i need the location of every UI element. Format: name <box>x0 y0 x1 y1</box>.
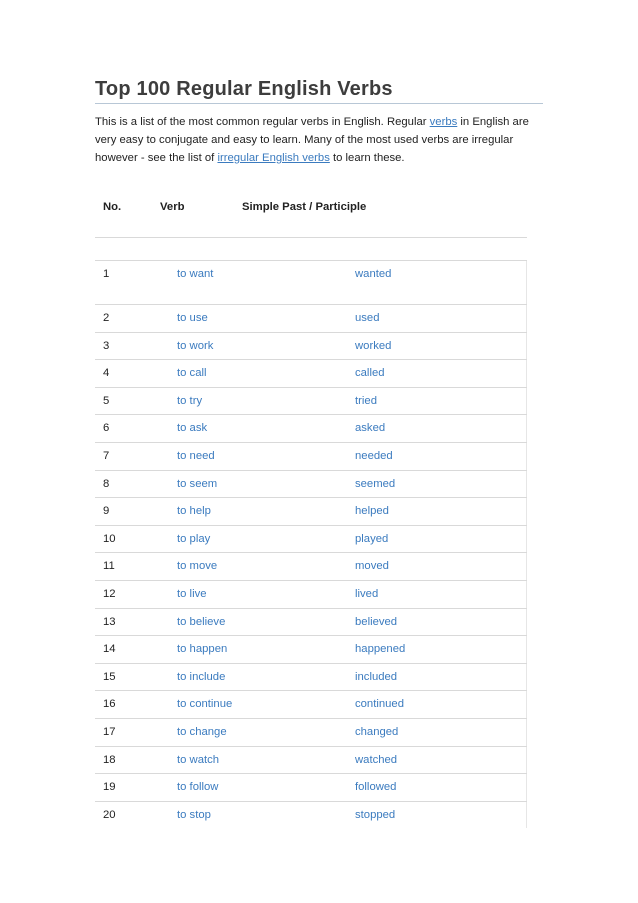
header-simple-past: Simple Past / Participle <box>242 201 367 213</box>
table-header <box>95 198 527 218</box>
row-number: 14 <box>103 643 116 656</box>
header-no: No. <box>103 201 122 213</box>
verb-simple-past: seemed <box>355 477 396 490</box>
table-row <box>95 773 527 801</box>
row-border <box>526 305 527 332</box>
verb-infinitive: to work <box>177 339 214 352</box>
row-border <box>526 664 527 691</box>
table-row <box>95 442 527 470</box>
row-number: 4 <box>103 367 110 380</box>
table-row <box>95 260 527 304</box>
verb-simple-past: watched <box>355 753 398 766</box>
row-number: 8 <box>103 477 110 490</box>
verb-simple-past: needed <box>355 449 393 462</box>
verb-simple-past: worked <box>355 339 392 352</box>
verb-simple-past: asked <box>355 422 386 435</box>
table-row <box>95 497 527 525</box>
verb-infinitive: to try <box>177 394 203 407</box>
verb-simple-past: changed <box>355 725 399 738</box>
intro-text-2: in English are very easy to conjugate and easy to learn. Many of the most used verbs are irregular however - see the list of <box>95 116 529 164</box>
table-row <box>95 718 527 746</box>
verb-infinitive: to use <box>177 312 208 324</box>
verb-simple-past: followed <box>355 781 397 794</box>
table-row <box>95 690 527 718</box>
verbs-link[interactable]: verbs <box>429 116 458 128</box>
row-number: 11 <box>103 560 115 573</box>
row-number: 20 <box>103 808 116 821</box>
row-number: 10 <box>103 532 116 545</box>
row-number: 1 <box>103 268 110 280</box>
verb-simple-past: helped <box>355 505 389 518</box>
table-row <box>95 580 527 608</box>
row-number: 7 <box>103 449 110 462</box>
verb-simple-past: continued <box>355 698 404 711</box>
row-number: 15 <box>103 670 116 683</box>
verb-infinitive: to play <box>177 532 211 545</box>
table-row <box>95 525 527 553</box>
row-number: 19 <box>103 781 116 794</box>
verb-infinitive: to want <box>177 268 214 280</box>
row-border <box>526 747 527 774</box>
row-number: 5 <box>103 394 110 407</box>
table-row <box>95 746 527 774</box>
row-number: 17 <box>103 725 116 738</box>
verb-simple-past: moved <box>355 560 389 573</box>
verb-infinitive: to stop <box>177 808 211 821</box>
table-row <box>95 663 527 691</box>
row-border <box>526 609 527 636</box>
verb-infinitive: to need <box>177 449 215 462</box>
verb-infinitive: to move <box>177 560 218 573</box>
table-row <box>95 801 527 829</box>
verb-simple-past: happened <box>355 643 406 656</box>
verb-infinitive: to help <box>177 505 211 518</box>
row-number: 13 <box>103 615 116 628</box>
row-border <box>526 553 527 580</box>
row-border <box>526 471 527 498</box>
verb-infinitive: to seem <box>177 477 218 490</box>
verb-simple-past: included <box>355 670 398 683</box>
table-row <box>95 635 527 663</box>
row-border <box>526 443 527 470</box>
row-border <box>526 388 527 415</box>
verb-simple-past: wanted <box>355 268 392 280</box>
row-number: 9 <box>103 505 110 518</box>
row-border <box>526 360 527 387</box>
verb-simple-past: lived <box>355 587 379 600</box>
row-number: 6 <box>103 422 110 435</box>
row-border <box>526 261 527 304</box>
verb-simple-past: stopped <box>355 808 396 821</box>
intro-text-3: to learn these. <box>329 152 405 164</box>
verb-simple-past: played <box>355 532 389 545</box>
row-number: 12 <box>103 587 116 600</box>
verb-simple-past: believed <box>355 615 398 628</box>
row-border <box>526 333 527 360</box>
table-row <box>95 359 527 387</box>
table-row <box>95 552 527 580</box>
row-border <box>526 774 527 801</box>
row-number: 3 <box>103 339 110 352</box>
verb-infinitive: to call <box>177 367 207 380</box>
header-divider <box>95 237 527 238</box>
verb-infinitive: to believe <box>177 615 226 628</box>
row-number: 16 <box>103 698 116 711</box>
row-border <box>526 636 527 663</box>
row-border <box>526 802 527 829</box>
verb-infinitive: to continue <box>177 698 233 711</box>
header-verb: Verb <box>160 201 185 213</box>
table-row <box>95 332 527 360</box>
verb-table <box>95 260 527 828</box>
verb-infinitive: to happen <box>177 643 228 656</box>
row-border <box>526 691 527 718</box>
row-border <box>526 526 527 553</box>
row-border <box>526 581 527 608</box>
verb-infinitive: to ask <box>177 422 208 435</box>
row-number: 2 <box>103 312 110 324</box>
verb-infinitive: to watch <box>177 753 220 766</box>
table-row <box>95 387 527 415</box>
verb-simple-past: tried <box>355 394 377 407</box>
table-row <box>95 470 527 498</box>
table-row <box>95 304 527 332</box>
irregular-verbs-link[interactable]: irregular English verbs <box>217 152 330 164</box>
verb-infinitive: to live <box>177 587 207 600</box>
page-title: Top 100 Regular English Verbs <box>95 77 543 104</box>
verb-infinitive: to follow <box>177 781 219 794</box>
intro-text-1: This is a list of the most common regular verbs in English. Regular <box>95 116 430 128</box>
row-number: 18 <box>103 753 116 766</box>
verb-simple-past: used <box>355 312 380 324</box>
table-row <box>95 414 527 442</box>
verb-simple-past: called <box>355 367 385 380</box>
row-border <box>526 719 527 746</box>
intro-paragraph <box>95 113 535 167</box>
row-border <box>526 415 527 442</box>
verb-infinitive: to include <box>177 670 226 683</box>
row-border <box>526 498 527 525</box>
verb-infinitive: to change <box>177 725 227 738</box>
table-row <box>95 608 527 636</box>
